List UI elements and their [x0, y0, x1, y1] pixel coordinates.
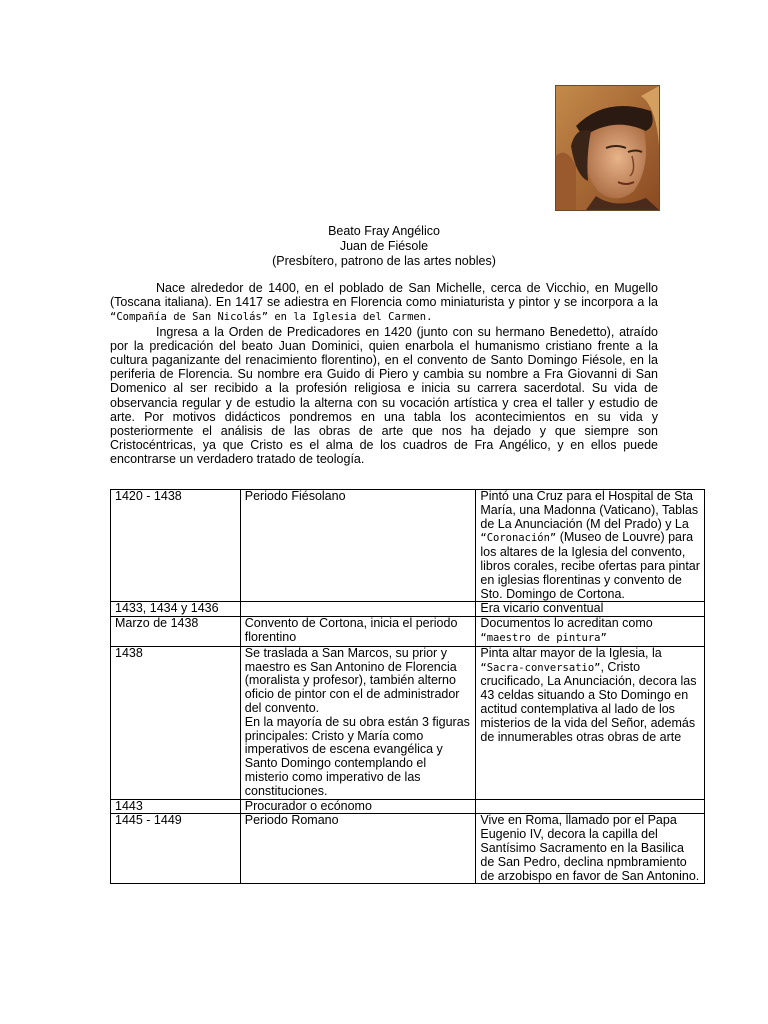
table-cell-date: 1433, 1434 y 1436 — [111, 602, 241, 617]
table-cell-event: Periodo Fiésolano — [240, 490, 476, 602]
notes-text: Documentos lo acreditan como — [480, 616, 653, 631]
table-cell-date: 1443 — [111, 799, 241, 814]
table-cell-notes: Era vicario conventual — [476, 602, 705, 617]
table-cell-notes: Vive en Roma, llamado por el Papa Eugenio IV, decora la capilla del Santísimo Sacramento en la Basilica de San Pedro, declina npmbramiento de arzobispo en favor de San Antonino. — [476, 814, 705, 884]
table-cell-event — [240, 646, 476, 799]
event-paragraph: En la mayoría de su obra están 3 figuras principales: Cristo y María como imperativos de escena evangélica y Santo Domingo contemplando el misterio como imperativo de las constituciones. — [244, 714, 470, 798]
chronology-table — [110, 489, 705, 884]
table-cell-notes — [476, 646, 705, 799]
table-row — [111, 646, 705, 799]
table-cell-date: Marzo de 1438 — [111, 617, 241, 647]
title-line-alias: Juan de Fiésole — [339, 239, 429, 253]
notes-quote: “Coronación” — [480, 532, 557, 545]
notes-text: Pinta altar mayor de la Iglesia, la — [480, 645, 662, 660]
paragraph-intro-text: Nace alrededor de 1400, en el poblado de San Michelle, cerca de Vicchio, en Mugello (Toscana italiana). En 1417 se adiestra en Florencia como miniaturista y pintor y se incorpora a la — [110, 281, 658, 310]
table-row — [111, 490, 705, 602]
biography-text — [110, 281, 658, 467]
notes-text-cont: , Cristo crucificado, La Anunciación, decora las 43 celdas situando a Sto Domingo en actitud contemplativa al lado de los misterios de la vida del Señor, además de innumerables otras obras de arte — [480, 659, 697, 744]
notes-quote: “Sacra-conversatio” — [480, 661, 601, 674]
table-cell-notes — [476, 490, 705, 602]
table-cell-date: 1438 — [111, 646, 241, 799]
table-cell-notes — [476, 799, 705, 814]
table-row — [111, 799, 705, 814]
portrait-image — [555, 85, 660, 211]
table-cell-date: 1445 - 1449 — [111, 814, 241, 884]
table-cell-event — [240, 602, 476, 617]
title-line-name: Beato Fray Angélico — [328, 224, 440, 238]
paragraph-intro-quote: “Compañía de San Nicolás” en la Iglesia del Carmen. — [110, 311, 433, 324]
notes-quote: “maestro de pintura” — [480, 631, 607, 644]
table-row — [111, 814, 705, 884]
table-cell-event: Periodo Romano — [240, 814, 476, 884]
table-cell-event: Procurador o ecónomo — [240, 799, 476, 814]
document-title — [110, 224, 658, 269]
title-line-role: (Presbítero, patrono de las artes nobles) — [272, 254, 496, 268]
table-row — [111, 617, 705, 647]
paragraph-order: Ingresa a la Orden de Predicadores en 1420 (junto con su hermano Benedetto), atraído por la predicación del beato Juan Dominici, quien enarbola el humanismo cristiano frente a la cultura paganizante del renacimiento florentino), en el convento de Santo Domingo Fiésole, en la periferia de Florencia. Su nombre era Guido di Piero y cambia su nombre a Fra Giovanni di San Domenico al ser recibido a la profesión religiosa e inicia su carrera sacerdotal. Su vida de observancia regular y de estudio la alterna con su vocación artística y crea el taller y estudio de arte. Por motivos didácticos pondremos en una tabla los acontecimientos en su vida y posteriormente el análisis de las obras de arte que nos ha dejado y que siempre son Cristocéntricas, ya que Cristo es el alma de los cuadros de Fra Angélico, y en ellos puede encontrarse un verdadero tratado de teología. — [110, 324, 658, 467]
table-cell-notes — [476, 617, 705, 647]
notes-text-cont: (Museo de Louvre) para los altares de la Iglesia del convento, libros corales, recibe ofertas para pintar en iglesias florentinas y convento de Sto. Domingo de Cortona. — [480, 530, 700, 601]
table-row — [111, 602, 705, 617]
paragraph-intro — [110, 281, 658, 325]
table-cell-date: 1420 - 1438 — [111, 490, 241, 602]
notes-text: Pintó una Cruz para el Hospital de Sta María, una Madonna (Vaticano), Tablas de La Anunciación (M del Prado) y La — [480, 489, 699, 531]
table-cell-event: Convento de Cortona, inicia el periodo florentino — [240, 617, 476, 647]
event-paragraph: Se traslada a San Marcos, su prior y maestro es San Antonino de Florencia (moralista y profesor), también alterno oficio de pintor con el de administrador del convento. — [244, 645, 460, 715]
